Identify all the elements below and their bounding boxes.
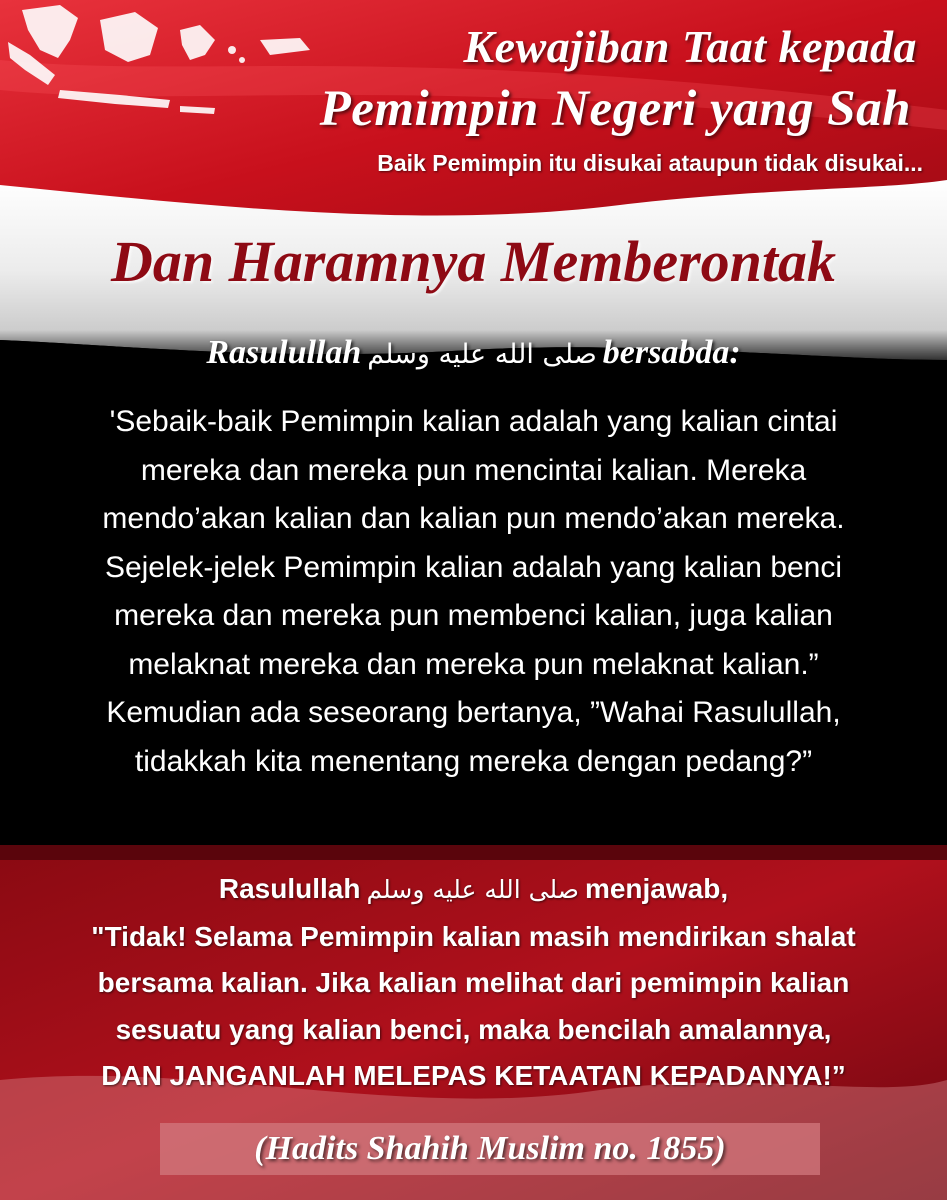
quote-line: mendo’akan kalian dan kalian pun mendo’akan mereka.	[102, 502, 845, 535]
hadith-answer	[20, 866, 927, 1100]
hadith-intro	[0, 334, 947, 372]
quote-line: mereka dan mereka pun membenci kalian, juga kalian	[114, 599, 833, 632]
intro-verb: bersabda:	[602, 334, 741, 371]
answer-line: "Tidak! Selama Pemimpin kalian masih mendirikan shalat	[91, 920, 856, 952]
answer-line: sesuatu yang kalian benci, maka bencilah amalannya,	[115, 1013, 832, 1045]
answer-verb: menjawab,	[584, 873, 729, 904]
salawat-text: صلى الله عليه وسلم	[367, 339, 597, 370]
quote-line: Sejelek-jelek Pemimpin kalian adalah yang kalian benci	[104, 550, 843, 584]
hadith-quote	[20, 398, 927, 786]
title-line-2: Pemimpin Negeri yang Sah	[319, 81, 911, 137]
quote-line: mereka dan mereka pun mencintai kalian. Mereka	[140, 453, 807, 487]
quote-line: 'Sebaik-baik Pemimpin kalian adalah yang kalian cintai	[109, 405, 838, 438]
subtitle: Baik Pemimpin itu disukai ataupun tidak disukai...	[377, 150, 923, 176]
quote-line: melaknat mereka dan mereka pun melaknat kalian.”	[128, 647, 819, 681]
main-heading: Dan Haramnya Memberontak	[110, 229, 837, 294]
quote-line: tidakkah kita menentang mereka dengan pedang?”	[134, 744, 813, 778]
title-line-1: Kewajiban Taat kepada	[463, 21, 917, 72]
answer-line: bersama kalian. Jika kalian melihat dari pemimpin kalian	[97, 967, 850, 998]
answer-line: DAN JANGANLAH MELEPAS KETAATAN KEPADANYA!”	[101, 1060, 846, 1091]
hadith-source: (Hadits Shahih Muslim no. 1855)	[254, 1130, 726, 1167]
intro-name: Rasulullah	[206, 334, 362, 371]
answer-salawat-text: صلى الله عليه وسلم	[366, 875, 579, 904]
quote-line: Kemudian ada seseorang bertanya, ”Wahai Rasulullah,	[106, 696, 841, 729]
answer-intro	[20, 866, 927, 914]
answer-name: Rasulullah	[218, 873, 361, 904]
